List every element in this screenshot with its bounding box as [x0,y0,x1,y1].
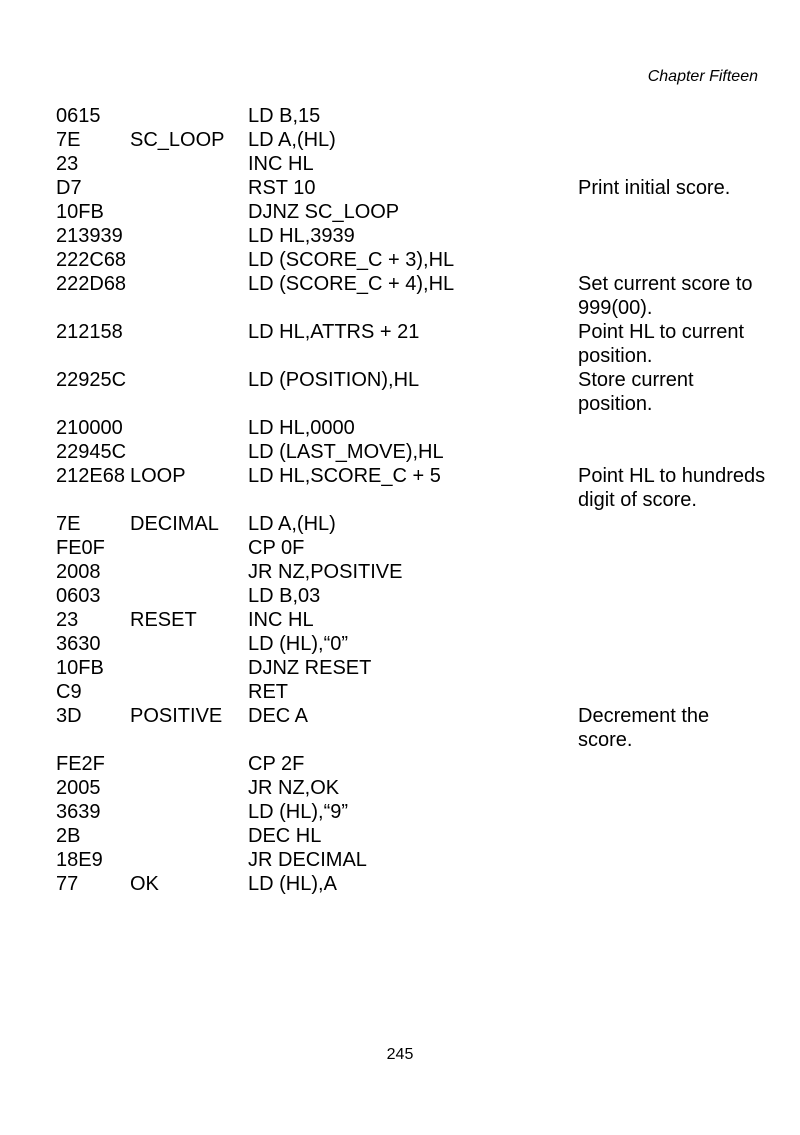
asm-label: DECIMAL [130,513,219,535]
asm-instruction: LD HL,0000 [248,417,355,439]
listing-row [56,152,766,176]
asm-label [130,320,248,368]
asm-instruction: LD HL,3939 [248,225,355,247]
hex-code: 22925C [56,369,127,391]
asm-comment [578,200,766,224]
listing-row [56,560,766,584]
asm-comment: Point HL to hundreds digit of score. [578,465,766,511]
hex-code: C9 [56,681,82,703]
asm-instruction: LD (HL),“9” [248,801,349,823]
asm-instruction: DJNZ RESET [248,657,372,679]
asm-instruction: CP 0F [248,537,305,559]
asm-comment [578,656,766,680]
asm-instruction: LD (POSITION),HL [248,369,420,391]
hex-code: 2005 [56,777,101,799]
asm-comment [578,128,766,152]
hex-code: 3639 [56,801,101,823]
asm-instruction: LD A,(HL) [248,129,336,151]
asm-label [130,248,248,272]
asm-instruction: LD B,15 [248,105,321,127]
listing-row [56,632,766,656]
asm-comment: Store current position. [578,369,694,415]
asm-instruction: LD HL,SCORE_C + 5 [248,465,441,487]
asm-label [130,752,248,776]
asm-comment: Print initial score. [578,177,731,199]
hex-code: 10FB [56,201,104,223]
asm-label [130,440,248,464]
listing-row [56,584,766,608]
hex-code: 222D68 [56,273,127,295]
asm-comment [578,800,766,824]
asm-instruction: LD (SCORE_C + 3),HL [248,249,455,271]
asm-instruction: DJNZ SC_LOOP [248,201,400,223]
hex-code: 3D [56,705,82,727]
listing-row [56,608,766,632]
listing-row [56,680,766,704]
asm-label: LOOP [130,465,186,487]
hex-code: 2008 [56,561,101,583]
listing-row [56,824,766,848]
listing-row [56,176,766,200]
asm-comment [578,536,766,560]
asm-label [130,824,248,848]
listing-row [56,224,766,248]
hex-code: 7E [56,129,81,151]
asm-instruction: LD (HL),A [248,873,337,895]
hex-code: FE2F [56,753,105,775]
asm-label [130,176,248,200]
asm-comment [578,440,766,464]
listing-row [56,776,766,800]
asm-instruction: JR DECIMAL [248,849,367,871]
asm-label: RESET [130,609,197,631]
listing-row [56,416,766,440]
asm-comment [578,776,766,800]
asm-comment: Set current score to 999(00). [578,273,753,319]
hex-code: 210000 [56,417,123,439]
asm-comment [578,104,766,128]
hex-code: 7E [56,513,81,535]
asm-instruction: LD HL,ATTRS + 21 [248,321,420,343]
listing-row [56,320,766,368]
asm-label [130,632,248,656]
hex-code: 2B [56,825,81,847]
hex-code: 18E9 [56,849,103,871]
asm-label [130,536,248,560]
asm-comment [578,224,766,248]
asm-comment [578,560,766,584]
hex-code: 222C68 [56,249,127,271]
asm-comment [578,752,766,776]
assembly-listing [56,104,766,896]
hex-code: D7 [56,177,82,199]
hex-code: 23 [56,609,79,631]
asm-label [130,584,248,608]
hex-code: 77 [56,873,79,895]
listing-row [56,656,766,680]
listing-row [56,752,766,776]
hex-code: FE0F [56,537,105,559]
asm-instruction: LD (LAST_MOVE),HL [248,441,444,463]
asm-instruction: LD A,(HL) [248,513,336,535]
asm-label: SC_LOOP [130,129,225,151]
listing-row [56,464,766,512]
listing-row [56,272,766,320]
hex-code: 0603 [56,585,101,607]
asm-label [130,680,248,704]
listing-row [56,440,766,464]
listing-row [56,512,766,536]
asm-label [130,776,248,800]
asm-comment [578,680,766,704]
listing-row [56,872,766,896]
asm-label [130,416,248,440]
hex-code: 212158 [56,321,123,343]
asm-comment [578,632,766,656]
listing-row [56,128,766,152]
asm-comment [578,872,766,896]
asm-label [130,656,248,680]
asm-instruction: INC HL [248,153,314,175]
asm-comment: Point HL to current position. [578,321,745,367]
asm-instruction: LD (HL),“0” [248,633,349,655]
asm-instruction: RET [248,681,288,703]
listing-row [56,800,766,824]
asm-instruction: CP 2F [248,753,305,775]
asm-label [130,368,248,416]
asm-comment [578,848,766,872]
hex-code: 3630 [56,633,101,655]
asm-comment [578,248,766,272]
asm-comment [578,584,766,608]
asm-label [130,224,248,248]
listing-row [56,704,766,752]
hex-code: 213939 [56,225,123,247]
asm-label [130,104,248,128]
listing-row [56,536,766,560]
listing-row [56,104,766,128]
asm-label [130,560,248,584]
asm-label [130,800,248,824]
asm-comment [578,824,766,848]
asm-comment [578,512,766,536]
hex-code: 22945C [56,441,127,463]
asm-instruction: JR NZ,OK [248,777,340,799]
hex-code: 0615 [56,105,101,127]
listing-row [56,200,766,224]
chapter-header: Chapter Fifteen [647,68,758,85]
asm-label [130,200,248,224]
asm-comment: Decrement the score. [578,705,710,751]
asm-instruction: RST 10 [248,177,316,199]
hex-code: 10FB [56,657,104,679]
listing-row [56,368,766,416]
asm-label [130,272,248,320]
asm-instruction: JR NZ,POSITIVE [248,561,403,583]
asm-label: POSITIVE [130,705,223,727]
asm-instruction: INC HL [248,609,314,631]
asm-label: OK [130,873,159,895]
asm-comment [578,152,766,176]
page-number: 245 [386,1046,414,1063]
hex-code: 23 [56,153,79,175]
hex-code: 212E68 [56,465,125,487]
asm-instruction: LD (SCORE_C + 4),HL [248,273,455,295]
asm-instruction: DEC A [248,705,309,727]
listing-row [56,248,766,272]
asm-comment [578,416,766,440]
asm-instruction: DEC HL [248,825,322,847]
asm-instruction: LD B,03 [248,585,321,607]
listing-row [56,848,766,872]
asm-comment [578,608,766,632]
asm-label [130,848,248,872]
asm-label [130,152,248,176]
